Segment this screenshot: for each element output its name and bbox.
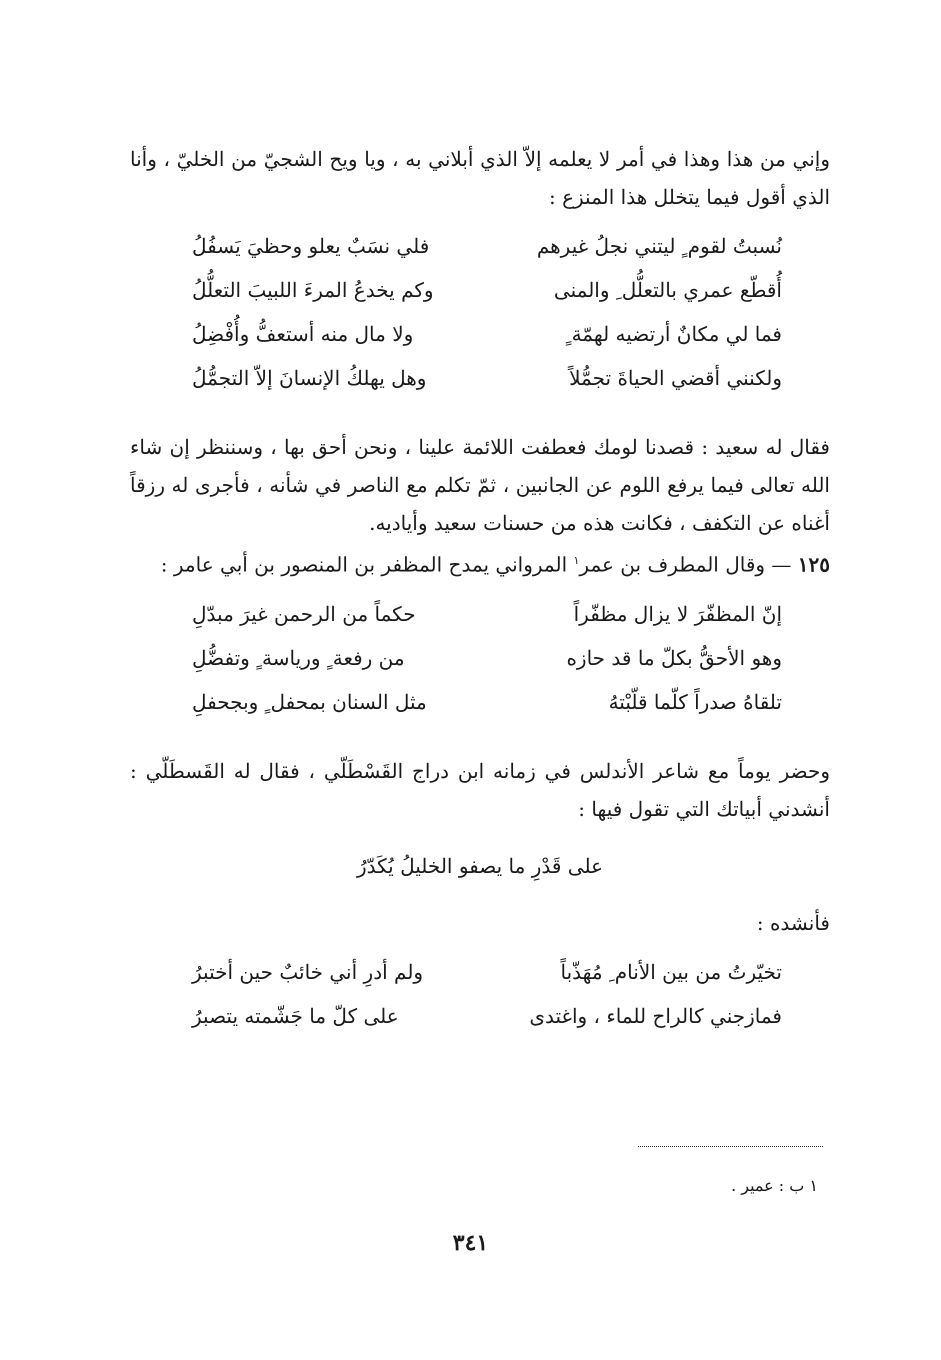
verse [192, 960, 782, 1004]
entry-number: ١٢٥ [797, 552, 830, 577]
hemistich-second: ولم أدرِ أني خائبٌ حين أختبرُ [192, 959, 424, 984]
verse [192, 646, 782, 690]
verse [192, 1004, 782, 1048]
verse [192, 690, 782, 734]
verse [192, 322, 782, 366]
hemistich-first: فما لي مكانٌ أرتضيه لهمّة ٍ [565, 322, 782, 346]
footnote-mark: ١ [573, 554, 580, 567]
verse [192, 366, 782, 410]
hemistich-first: وهو الأحقُّ بكلّ ما قد حازه [566, 645, 782, 670]
verse [192, 278, 782, 322]
footnote-divider [638, 1146, 823, 1147]
paragraph-1: وإني من هذا وهذا في أمر لا يعلمه إلاّ الذي أبلاني به ، ويا ويح الشجيّ من الخليّ ، وأنا الذي أقول فيما يتخلل هذا المنزع : [130, 147, 830, 209]
hemistich-first: فمازجني كالراح للماء ، واغتدى [529, 1003, 782, 1028]
hemistich-first: أُقطّع عمري بالتعلُّل ِ والمنى [553, 278, 782, 302]
verse [192, 234, 782, 278]
hemistich-second: مثل السنان بمحفل ٍ وبجحفلِ [192, 689, 427, 714]
poem-3 [192, 960, 782, 1048]
poem-2 [192, 602, 782, 734]
paragraph-5: فأنشده : [756, 910, 830, 935]
page-body [130, 140, 830, 1048]
hemistich-second: وكم يخدعُ المرءَ اللبيبَ التعلُّلُ [192, 278, 434, 302]
footnote: ١ ب : عمير . [731, 1176, 818, 1195]
hemistich-first: ولكنني أقضي الحياةَ تجمُّلاً [569, 366, 782, 390]
verse [192, 602, 782, 646]
paragraph-3-text-a: — وقال المطرف بن عمر [579, 552, 792, 577]
page-number: ٣٤١ [452, 1230, 489, 1256]
paragraph-2: فقال له سعيد : قصدنا لومك فعطفت اللائمة علينا ، ونحن أحق بها ، وسننظر إن شاء الله تعالى فيما يرفع اللوم عن الجانبين ، ثمّ تكلم مع الناصر في شأنه ، فأجرى له رزقاً أغناه عن التكفف ، فكانت هذه من حسنات سعيد وأياديه. [130, 435, 830, 535]
poem-1 [192, 234, 782, 410]
hemistich-first: تلقاهُ صدراً كلّما قلّبْتهُ [608, 689, 782, 714]
hemistich-second: من رفعة ٍ ورياسة ٍ وتفضُّلِ [192, 645, 405, 670]
single-verse: على قَدْرِ ما يصفو الخليلُ يُكَدّرُ [356, 853, 604, 878]
hemistich-first: تخيّرتُ من بين الأنام ِ مُهَذّباً [560, 959, 782, 984]
paragraph-3 [130, 542, 830, 584]
paragraph-4: وحضر يوماً مع شاعر الأندلس في زمانه ابن دراج القَسْطَلّي ، فقال له القَسطَلّي : أنشدني أبياتك التي تقول فيها : [130, 758, 830, 821]
hemistich-first: إنّ المظفّرَ لا يزال مظفّراً [573, 601, 782, 626]
hemistich-second: ولا مال منه أستعفُّ وأُفْضِلُ [192, 322, 414, 346]
paragraph-3-text-b: المرواني يمدح المظفر بن المنصور بن أبي عامر : [160, 552, 574, 577]
hemistich-second: على كلّ ما جَشّمته يتصبرُ [192, 1003, 399, 1028]
hemistich-second: فلي نسَبٌ يعلو وحظيَ يَسفُلُ [192, 234, 430, 258]
hemistich-second: حكماً من الرحمن غيرَ مبدّلِ [192, 601, 416, 626]
hemistich-first: نُسبتُ لقوم ٍ ليتني نجلُ غيرهم [536, 234, 782, 258]
hemistich-second: وهل يهلكُ الإنسانَ إلاّ التجمُّلُ [192, 366, 427, 390]
